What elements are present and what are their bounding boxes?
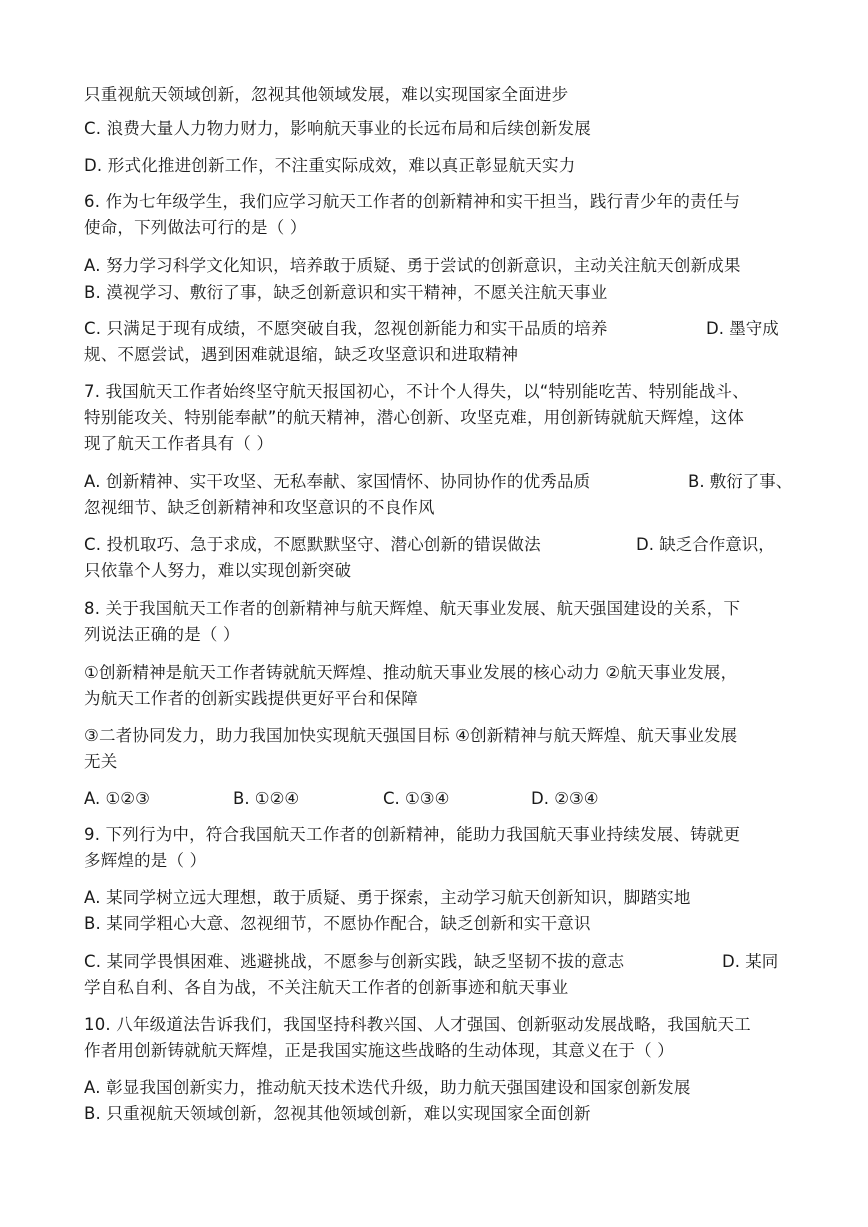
question-8-statement: ①创新精神是航天工作者铸就航天辉煌、推动航天事业发展的核心动力 ②航天事业发展， [84,663,738,682]
question-6-text-cont: 使命，下列做法可行的是（ ） [84,218,307,237]
question-7-option-d: D. 缺乏合作意识， [636,535,775,554]
question-8-text-cont: 列说法正确的是（ ） [84,625,240,644]
question-10-option-a: A. 彰显我国创新实力，推动航天技术迭代升级，助力航天强国建设和国家创新发展 [84,1078,691,1097]
question-10-option-b: B. 只重视航天领域创新，忽视其他领域创新，难以实现国家全面创新 [84,1104,591,1123]
question-9-option-c: C. 某同学畏惧困难、逃避挑战，不愿参与创新实践，缺乏坚韧不拔的意志 [84,952,625,971]
question-6-option-c: C. 只满足于现有成绩，不愿突破自我，忽视创新能力和实干品质的培养 [84,319,608,338]
question-9-option-d-cont: 学自私自利、各自为战，不关注航天工作者的创新事迹和航天事业 [84,978,569,997]
question-9-text-cont: 多辉煌的是（ ） [84,851,207,870]
question-8-text: 8. 关于我国航天工作者的创新精神与航天辉煌、航天事业发展、航天强国建设的关系，下 [84,599,741,618]
option-d: D. 形式化推进创新工作，不注重实际成效，难以真正彰显航天实力 [84,156,576,175]
question-7-text-cont: 特别能攻关、特别能奉献”的航天精神，潜心创新、攻坚克难，用创新铸就航天辉煌，这体 [84,408,745,427]
question-7-option-c: C. 投机取巧、急于求成，不愿默默坚守、潜心创新的错误做法 [84,535,541,554]
question-6-text: 6. 作为七年级学生，我们应学习航天工作者的创新精神和实干担当，践行青少年的责任与 [84,192,741,211]
question-7-option-b-cont: 忽视细节、缺乏创新精神和攻坚意识的不良作风 [84,498,435,517]
question-8-statement-cont: 无关 [84,752,118,771]
question-7-option-a: A. 创新精神、实干攻坚、无私奉献、家国情怀、协同协作的优秀品质 [84,472,591,491]
question-7-option-b: B. 敷衍了事、 [688,472,793,491]
question-8-option-d: D. ②③④ [531,789,599,808]
question-8-option-b: B. ①②④ [233,789,300,808]
question-6-option-d-cont: 规、不愿尝试，遇到困难就退缩，缺乏攻坚意识和进取精神 [84,345,519,364]
question-9-text: 9. 下列行为中，符合我国航天工作者的创新精神，能助力我国航天事业持续发展、铸就更 [84,825,741,844]
question-6-option-d: D. 墨守成 [706,319,779,338]
question-6-option-a: A. 努力学习科学文化知识，培养敢于质疑、勇于尝试的创新意识，主动关注航天创新成果 [84,256,741,275]
question-7-text-cont: 现了航天工作者具有（ ） [84,434,274,453]
question-8-option-a: A. ①②③ [84,789,150,808]
option-c: C. 浪费大量人力物力财力，影响航天事业的长远布局和后续创新发展 [84,119,591,138]
question-8-option-c: C. ①③④ [383,789,450,808]
question-7-text: 7. 我国航天工作者始终坚守航天报国初心，不计个人得失，以“特别能吃苦、特别能战斗、 [84,382,749,401]
text-line: 只重视航天领域创新，忽视其他领域发展，难以实现国家全面进步 [84,85,569,104]
question-7-option-d-cont: 只依靠个人努力，难以实现创新突破 [84,561,352,580]
question-10-text-cont: 作者用创新铸就航天辉煌，正是我国实施这些战略的生动体现，其意义在于（ ） [84,1041,674,1060]
question-9-option-d: D. 某同 [722,952,779,971]
question-10-text: 10. 八年级道法告诉我们，我国坚持科教兴国、人才强国、创新驱动发展战略，我国航天工 [84,1015,751,1034]
question-9-option-b: B. 某同学粗心大意、忽视细节，不愿协作配合，缺乏创新和实干意识 [84,914,591,933]
question-6-option-b: B. 漠视学习、敷衍了事，缺乏创新意识和实干精神，不愿关注航天事业 [84,283,608,302]
question-9-option-a: A. 某同学树立远大理想，敢于质疑、勇于探索，主动学习航天创新知识，脚踏实地 [84,888,691,907]
question-8-statement-cont: 为航天工作者的创新实践提供更好平台和保障 [84,689,418,708]
question-8-statement: ③二者协同发力，助力我国加快实现航天强国目标 ④创新精神与航天辉煌、航天事业发展 [84,726,738,745]
